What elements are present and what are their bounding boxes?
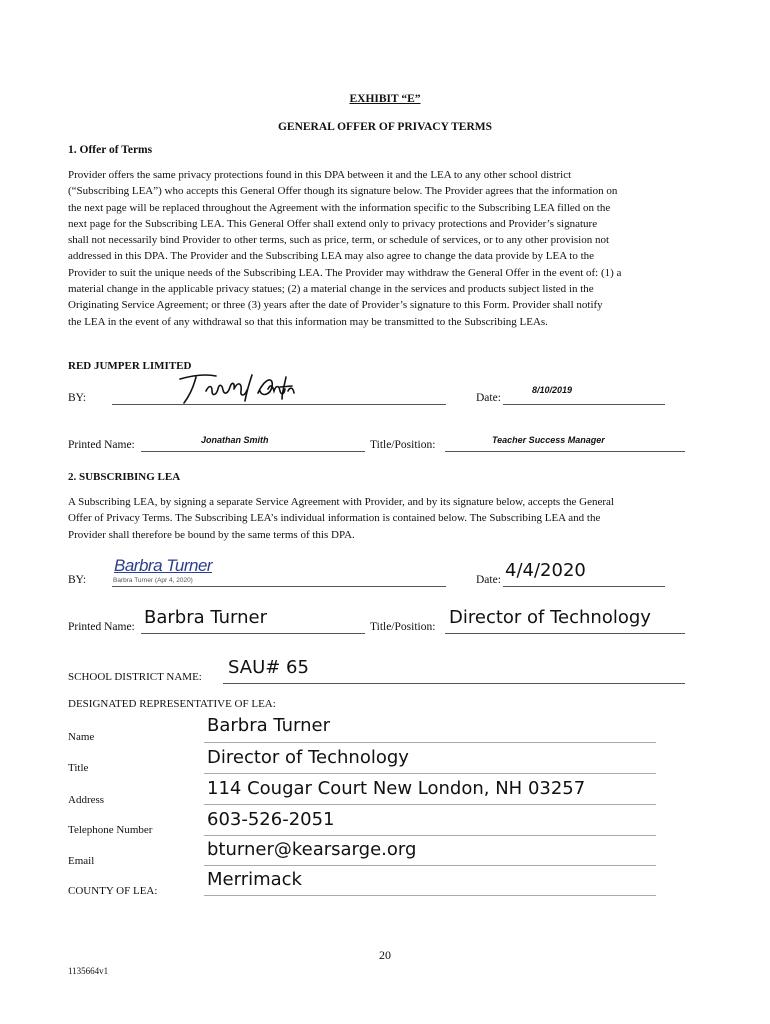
rep-title-line: [204, 773, 656, 774]
provider-company: RED JUMPER LIMITED: [68, 360, 192, 372]
subscriber-date-value: 4/4/2020: [505, 560, 586, 581]
rep-address-line: [204, 804, 656, 805]
body-line: Originating Service Agreement; or three (3) years after the date of Provider’s signature to this Form. Provider shall notify: [68, 299, 603, 312]
subscriber-date-label: Date:: [476, 574, 501, 586]
district-value: SAU# 65: [228, 657, 309, 678]
body-line: (“Subscribing LEA”) who accepts this General Offer though its signature below. The Provider agrees that the information on: [68, 185, 618, 198]
provider-signature-image: [176, 371, 300, 407]
rep-email-label: Email: [68, 855, 95, 867]
body-line: material change in the applicable privacy statues; (2) a material change in the services and products subject listed in the: [68, 283, 594, 296]
rep-email-value: bturner@kearsarge.org: [207, 839, 417, 860]
section2-heading: 2. SUBSCRIBING LEA: [68, 471, 181, 483]
provider-title-label: Title/Position:: [370, 439, 436, 451]
body-line: the LEA in the event of any withdrawal so that this information may be transmitted to the Subscribing LEAs.: [68, 315, 548, 328]
rep-name-label: Name: [68, 731, 95, 743]
provider-title-line: [445, 451, 685, 452]
rep-email-line: [204, 865, 656, 866]
subscriber-signature-caption: Barbra Turner (Apr 4, 2020): [113, 577, 193, 584]
provider-printed-name-value: Jonathan Smith: [201, 435, 269, 445]
subscriber-title-label: Title/Position:: [370, 621, 436, 633]
subscriber-printed-name-label: Printed Name:: [68, 621, 135, 633]
body-line: next page for the Subscribing LEA. This General Offer shall extend only to privacy protections and Provider’s signature: [68, 217, 598, 230]
subscriber-signature: Barbra Turner: [114, 556, 213, 575]
rep-county-line: [204, 895, 656, 896]
document-id: 1135664v1: [68, 966, 109, 976]
rep-title-value: Director of Technology: [207, 747, 409, 768]
subscriber-printed-name-line: [141, 633, 365, 634]
body-line: addressed in this DPA. The Provider and the Subscribing LEA may also agree to change the data provide by LEA to the: [68, 250, 595, 263]
subscriber-printed-name-value: Barbra Turner: [144, 607, 267, 628]
representative-heading: DESIGNATED REPRESENTATIVE OF LEA:: [68, 698, 276, 710]
provider-printed-name-line: [141, 451, 365, 452]
district-label: SCHOOL DISTRICT NAME:: [68, 671, 202, 683]
body-line: A Subscribing LEA, by signing a separate Service Agreement with Provider, and by its signature below, accepts the General: [68, 496, 614, 508]
provider-printed-name-label: Printed Name:: [68, 439, 135, 451]
rep-title-label: Title: [68, 762, 89, 774]
page-number: 20: [379, 948, 391, 962]
body-line: Provider shall therefore be bound by the same terms of this DPA.: [68, 528, 355, 541]
provider-by-label: BY:: [68, 392, 87, 404]
rep-address-label: Address: [68, 794, 105, 806]
provider-title-value: Teacher Success Manager: [492, 435, 605, 445]
rep-name-line: [204, 742, 656, 743]
rep-phone-label: Telephone Number: [68, 824, 153, 836]
offer-title: GENERAL OFFER OF PRIVACY TERMS: [277, 121, 493, 133]
provider-date-label: Date:: [476, 392, 501, 404]
provider-date-line: [503, 404, 665, 405]
body-line: Provider to suit the unique needs of the Subscribing LEA. The Provider may withdraw the General Offer in the event of: (1) a: [68, 266, 622, 279]
body-line: the next page will be replaced throughout the Agreement with the information specific to the Subscribing LEA filled on the: [68, 201, 611, 214]
rep-name-value: Barbra Turner: [207, 715, 330, 736]
subscriber-signature-line: [112, 586, 446, 587]
rep-county-label: COUNTY OF LEA:: [68, 885, 158, 897]
exhibit-title: EXHIBIT “E”: [349, 93, 421, 105]
subscriber-date-line: [503, 586, 665, 587]
subscriber-title-value: Director of Technology: [449, 607, 651, 628]
rep-county-value: Merrimack: [207, 869, 302, 890]
subscriber-title-line: [445, 633, 685, 634]
section1-body: [68, 167, 718, 330]
body-line: Offer of Privacy Terms. The Subscribing LEA’s individual information is contained below. The Subscribing LEA and the: [68, 512, 601, 525]
body-line: shall not necessarily bind Provider to other terms, such as price, term, or schedule of services, or to any other provision not: [68, 234, 610, 247]
district-line: [223, 683, 685, 684]
rep-phone-value: 603-526-2051: [207, 809, 335, 830]
section2-body: [68, 494, 718, 543]
section1-heading: 1. Offer of Terms: [68, 144, 153, 156]
subscriber-by-label: BY:: [68, 574, 87, 586]
rep-address-value: 114 Cougar Court New London, NH 03257: [207, 778, 586, 799]
rep-phone-line: [204, 835, 656, 836]
provider-date-value: 8/10/2019: [532, 385, 573, 395]
body-line: Provider offers the same privacy protections found in this DPA between it and the LEA to any other school district: [68, 169, 572, 181]
